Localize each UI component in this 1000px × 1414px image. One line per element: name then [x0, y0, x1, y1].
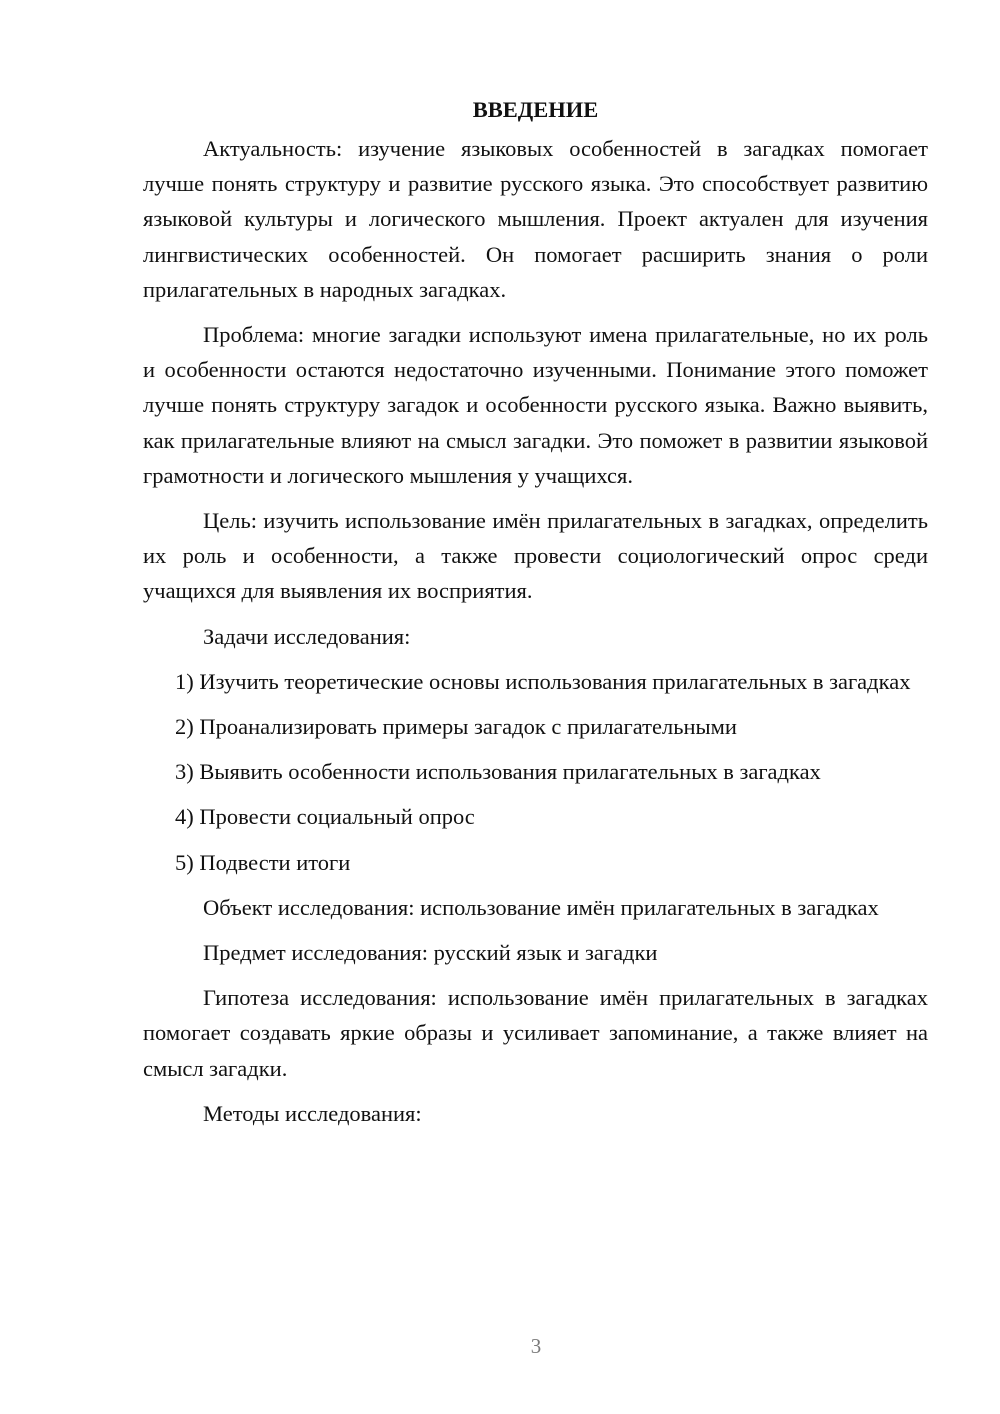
paragraph-hypothesis: Гипотеза исследования: использование имён прилагательных в загадках помогает создавать яркие образы и усиливает запоминание, а также влияет на смысл загадки.	[143, 985, 928, 1081]
paragraph-subject: Предмет исследования: русский язык и загадки	[203, 940, 658, 966]
page-number: 3	[530, 1334, 542, 1358]
task-item-5: 5) Подвести итоги	[175, 849, 351, 875]
paragraph-goal: Цель: изучить использование имён прилагательных в загадках, определить их роль и особенности, а также провести социологический опрос среди учащихся для выявления их восприятия.	[143, 508, 928, 604]
task-item-2: 2) Проанализировать примеры загадок с прилагательными	[175, 714, 737, 740]
task-item-1: 1) Изучить теоретические основы использования прилагательных в загадках	[175, 668, 911, 694]
paragraph-relevance: Актуальность: изучение языковых особенностей в загадках помогает лучше понять структуру и развитие русского языка. Это способствует развитию языковой культуры и логического мышления. Проект актуален для изучения лингвистических особенностей. Он помогает расширить знания о роли прилагательных в народных загадках.	[143, 136, 928, 302]
paragraph-methods: Методы исследования:	[203, 1100, 422, 1126]
section-title: ВВЕДЕНИЕ	[472, 97, 599, 122]
task-item-3: 3) Выявить особенности использования прилагательных в загадках	[175, 759, 821, 785]
paragraph-problem: Проблема: многие загадки используют имена прилагательные, но их роль и особенности остаются недостаточно изученными. Понимание этого поможет лучше понять структуру загадок и особенности русского языка. Важно выявить, как прилагательные влияют на смысл загадки. Это поможет в развитии языковой грамотности и логического мышления у учащихся.	[143, 322, 928, 488]
paragraph-tasks-heading: Задачи исследования:	[203, 623, 411, 649]
paragraph-object: Объект исследования: использование имён прилагательных в загадках	[203, 894, 879, 920]
page-content	[143, 92, 928, 1131]
task-item-4: 4) Провести социальный опрос	[175, 804, 475, 830]
